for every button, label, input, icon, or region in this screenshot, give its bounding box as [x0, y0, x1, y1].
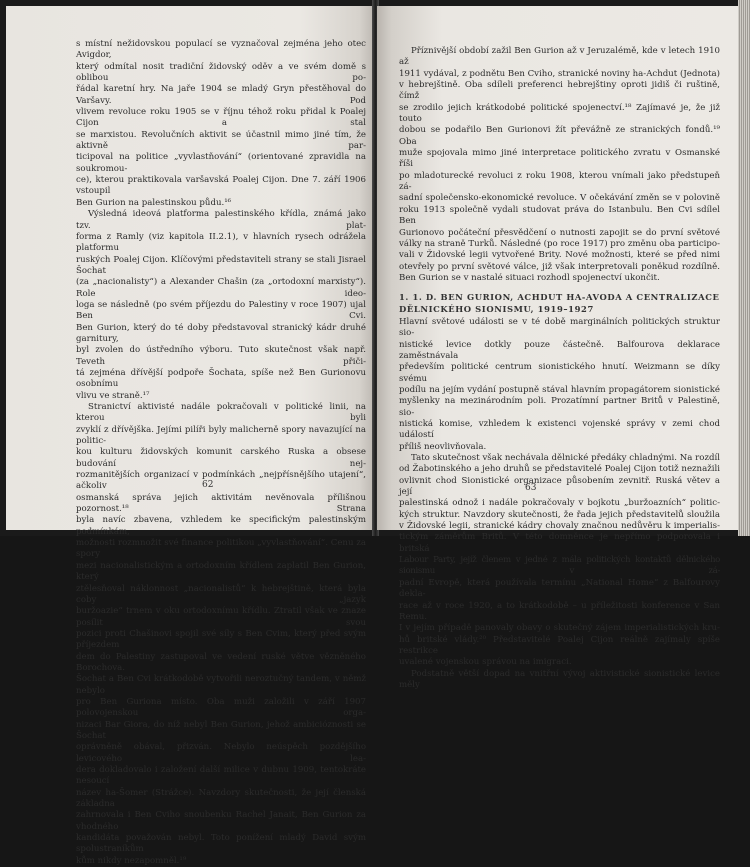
- text-line: vali v Židovské legii vytvořené Brity. Nové možnosti, které se před nimi: [399, 250, 720, 261]
- page-edges: [738, 0, 750, 536]
- text-line: buržoazie“ trnem v oku ortodoxnímu křídlu. Ztratil však ve znaze posílit svou: [76, 606, 366, 628]
- text-line: v hebrejštině. Oba sdíleli preferenci hebrejštiny oproti jidiš či ruštině, čímž: [399, 80, 720, 102]
- text-line: Příznivější období zažil Ben Gurion až v Jeruzalémě, kde v letech 1910 až: [399, 46, 720, 68]
- text-line: (za „nacionalisty“) a Alexander Chašin (za „ortodoxní marxisty“). Role ideo-: [76, 277, 366, 299]
- text-line: I v jejím případě panovaly obavy o skutečný zájem imperialistických kru-: [399, 623, 720, 634]
- text-line: zvyklí z dřívějška. Jejími pilíři byly malicherně spory navazující na politic-: [76, 424, 366, 447]
- text-line: Ben Gurion se v nastalé situaci rozhodl spojenectví ukončit.: [399, 272, 660, 283]
- page-number: 63: [525, 483, 537, 493]
- text-line: s místní nežidovskou populací se vyznačoval zejména jeho otec Avigdor,: [76, 39, 366, 61]
- text-line: se zrodilo jejich krátkodobé politické spojenectví.¹⁸ Zajímavé je, že již touto: [399, 102, 720, 125]
- text-line: dera dokladovalo i založení další milice v dubnu 1909, tentokráte nesoucí: [76, 765, 366, 787]
- text-line: ovlivnit chod Sionistické organizace působením zevnitř. Ruská větev a její: [399, 475, 720, 498]
- text-line: po mladoturecké revoluci z roku 1908, kterou vnímali jako předstupeň zá-: [399, 170, 720, 193]
- text-line: dobou se podařilo Ben Gurionovi žít převážně ze stranických fondů.¹⁹ Oba: [399, 125, 720, 147]
- text-line: kých struktur. Navzdory skutečnosti, že řada jejich představitelů sloužila: [399, 509, 720, 520]
- right-page: [377, 6, 740, 690]
- text-line: ruských Poalej Cijon. Klíčovými představiteli strany se stali Jisrael Šochat: [76, 254, 366, 276]
- text-line: ce), kterou praktikovala varšavská Poalej Cijon. Dne 7. září 1906 vstoupil: [76, 175, 366, 197]
- text-line: byl zvolen do ústředního výboru. Tuto skutečnost však např. Teveth přiči-: [76, 345, 366, 367]
- text-line: ticipoval na politice „vyvlastňování“ (orientované zpravidla na soukromou-: [76, 152, 366, 174]
- text-line: palestinská odnož i nadále pokračovaly v bojkotu „buržoazních“ politic-: [399, 498, 720, 509]
- right-page-text: [399, 46, 720, 691]
- text-line: příliš neovlivňovala.: [399, 441, 487, 452]
- left-page-text: [76, 39, 366, 867]
- text-line: kou kulturu židovských komunit carského Ruska a obsese budování nej-: [76, 447, 366, 469]
- text-line: dem do Palestiny zastupoval ve vedení ruské větve vězněného Borochova.: [76, 651, 366, 673]
- text-line: myšlenky na mezinárodním poli. Prozatímní partner Britů v Palestině, sio-: [399, 396, 720, 418]
- text-line: nistická komise, vzhledem k existenci vojenské správy v zemi chod událostí: [399, 419, 720, 441]
- text-line: vlivem revoluce roku 1905 se v říjnu téhož roku přidal k Poalej Cijon a stal: [76, 107, 366, 129]
- text-line: Ben Gurion, který do té doby představoval stranický kádr druhé garnitury,: [76, 322, 366, 344]
- text-line: padní Evropě, která používala termínu „National Home“ z Balfourovy dekla-: [399, 577, 720, 600]
- text-line: tá zejména dřívější podpoře Šochata, spíše než Ben Gurionovu osobnímu: [76, 367, 366, 390]
- text-line: války na straně Turků. Následné (po roce 1917) pro změnu oba participo-: [399, 238, 720, 249]
- text-line: race až v roce 1920, a to krátkodobě – u příležitosti konference v San Remu.: [399, 600, 720, 622]
- text-line: vlivu ve straně.¹⁷: [76, 390, 150, 401]
- text-line: ztělesňoval náklonnost „nacionalistů“ k hebrejštině, která byla coby „jazyk: [76, 583, 366, 605]
- text-line: kům nikdy nezapomněl.¹⁹: [76, 855, 187, 866]
- section-heading-line: 1. 1. D. BEN GURION, ACHDUT HA-AVODA A CENTRALIZACE: [399, 292, 720, 303]
- text-line: mezi nacionalistickým a ortodoxním křídlem zaplatil Ben Gurion, který: [76, 560, 366, 583]
- left-page: [6, 6, 374, 866]
- text-line: podílu na jejím vydání postupně stával hlavním propagátorem sionistické: [399, 384, 720, 395]
- text-line: možnosti rozmnožit své finance politikou „vyvlastňování“. Cenu za spory: [76, 538, 366, 560]
- text-line: Gurionovo počáteční přesvědčení o nutnosti zapojit se do první světové: [399, 227, 720, 238]
- text-line: pozici proti Chašinovi spojil své síly s Ben Cvim, který před svým příjezdem: [76, 628, 366, 651]
- text-line: hů britské vlády.²⁰ Představitelé Poalej Cijon reálně zajímaly spíše restrikce: [399, 634, 720, 656]
- text-line: osmanská správa jejich aktivitám nevěnovala přílišnou pozornost.¹⁸ Strana: [76, 492, 366, 515]
- text-line: byla navíc zbavena, vzhledem ke specifickým palestinským podmínkám,: [76, 515, 366, 537]
- text-line: se marxistou. Revolučních aktivit se účastnil mimo jiné tím, že aktivně par-: [76, 129, 366, 152]
- text-line: název ha-Šomer (Strážce). Navzdory skutečnosti, že její členská základna: [76, 787, 366, 810]
- text-line: forma z Ramly (viz kapitola II.2.1), v hlavních rysech odrážela platformu: [76, 231, 366, 254]
- text-line: řádal karetní hry. Na jaře 1904 se mladý Gryn přestěhoval do Varšavy. Pod: [76, 84, 366, 106]
- text-line: rozmanitějších organizací v podmínkách „nejpřísnějšího utajení“, ačkoliv: [76, 470, 366, 492]
- text-line: sadní společensko-ekonomické revoluce. V očekávání změn se v polovině: [399, 193, 720, 204]
- text-line: kandidáta považován nebyl. Toto ponížení mladý David svým spolustraníkům: [76, 833, 366, 855]
- text-line: zahrnovala i Ben Cviho snoubenku Rachel Janait, Ben Gurion za vhodného: [76, 810, 366, 832]
- text-line: od Žabotinského a jeho druhů se představitelé Poalej Cijon totiž neznažili: [399, 464, 720, 475]
- text-line: především politické centrum sionistického hnutí. Weizmann se díky svému: [399, 362, 720, 384]
- text-line: pro Ben Guriona místo. Oba muži založili v září 1907 polovojenskou orga-: [76, 696, 366, 719]
- text-line: Stranictví aktivisté nadále pokračovali v politické linii, na kterou byli: [76, 402, 366, 424]
- text-line: muže spojovala mimo jiné interpretace politického zvratu v Osmanské říši: [399, 148, 720, 170]
- text-line: Ben Gurion na palestinskou půdu.¹⁶: [76, 197, 232, 208]
- text-line: Šochat a Ben Cvi krátkodobě vytvořili neroztučný tandem, v němž nebylo: [76, 674, 366, 696]
- text-line: který odmítal nosit tradiční židovský oděv a ve svém domě s oblibou po-: [76, 61, 366, 84]
- text-line: Labour Party, jejíž členem v jedné z mála politických kontaktů dělnického sionismu v zá-: [399, 555, 720, 577]
- text-line: otevřely po první světové válce, již však interpretovali poněkud rozdílně.: [399, 261, 720, 272]
- text-line: Podstatně větší dopad na vnitřní vývoj aktivistické sionistické levice měly: [399, 668, 720, 690]
- text-line: Výsledná ideová platforma palestinského křídla, známá jako tzv. plat-: [76, 209, 366, 231]
- text-line: nistické levice dotkly pouze částečně. Balfourova deklarace zaměstnávala: [399, 339, 720, 361]
- text-line: nizaci Bar Giora, do níž nebyl Ben Gurion, jehož ambicióznosti se Šochat: [76, 719, 366, 741]
- text-line: 1911 vydával, z podnětu Ben Cviho, stranické noviny ha-Achdut (Jednota): [399, 68, 720, 79]
- page-number: 62: [202, 480, 214, 490]
- section-heading: [399, 292, 720, 315]
- text-line: oprávněně obával, přizván. Nebylo neúspěch pozdějšího levicového lea-: [76, 742, 366, 764]
- text-line: Hlavní světové události se v té době marginálních politických struktur sio-: [399, 316, 720, 339]
- text-line: v Židovské legii, stranické kádry chovaly značnou nedůvěru k imperialis-: [399, 521, 720, 532]
- text-line: loga se následně (po svém příjezdu do Palestiny v roce 1907) ujal Ben Cvi.: [76, 299, 366, 322]
- text-line: roku 1913 společně vydali studovat práva do Istanbulu. Ben Cvi sdílel Ben: [399, 204, 720, 227]
- text-line: uvalené vojenskou správou na imigraci.: [399, 657, 572, 668]
- section-heading-line: DĚLNICKÉHO SIONISMU, 1919–1927: [399, 303, 594, 314]
- text-line: Tato skutečnost však nechávala dělnické předáky chladnými. Na rozdíl: [411, 453, 720, 464]
- text-line: tickým záměrům Britů. V této domněnce je nepřímo podporovala i britská: [399, 532, 720, 554]
